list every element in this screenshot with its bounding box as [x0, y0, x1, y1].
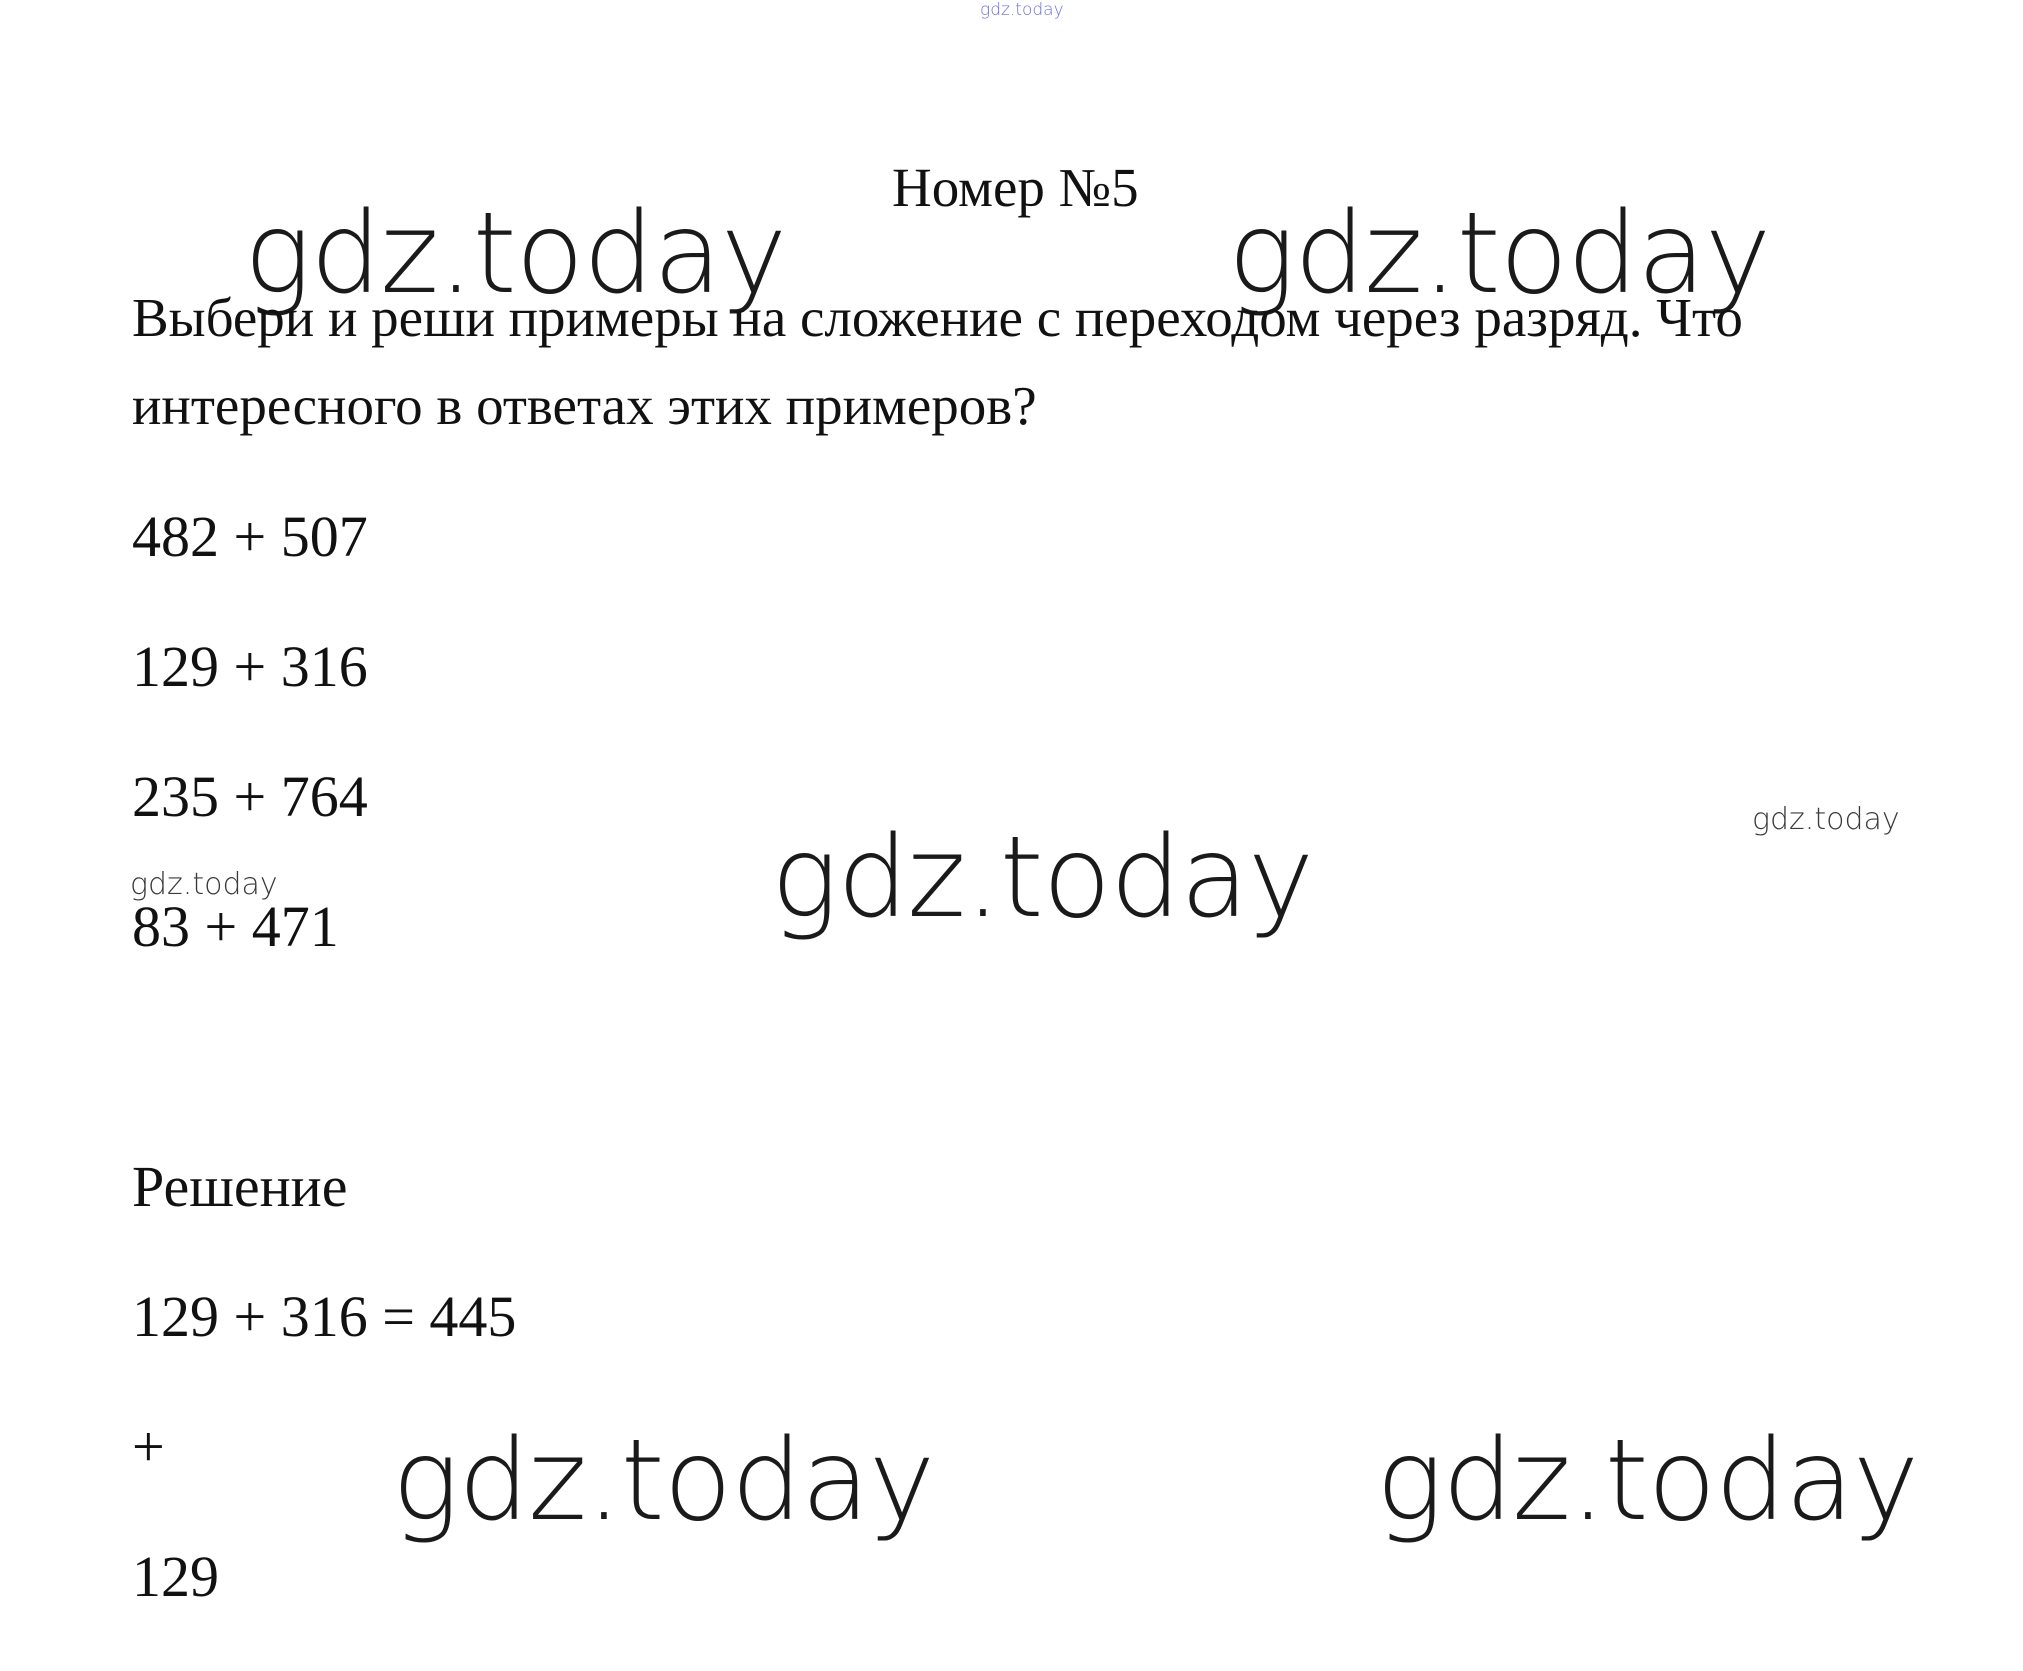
watermark: gdz.today: [244, 189, 787, 319]
example-4: 83 + 471: [132, 894, 339, 959]
watermark: gdz.today: [392, 1416, 935, 1546]
page-title: Номер №5: [892, 157, 1139, 218]
watermark: gdz.today: [771, 813, 1314, 943]
solution-line-1: 129 + 316 = 445: [132, 1284, 517, 1349]
example-2: 129 + 316: [132, 634, 368, 699]
example-1: 482 + 507: [132, 504, 368, 569]
watermark: gdz.today: [130, 867, 278, 902]
task-text-line-2: интересного в ответах этих примеров?: [132, 375, 1037, 436]
solution-line-3: 129: [132, 1544, 219, 1609]
solution-heading: Решение: [132, 1154, 348, 1219]
watermark: gdz.today: [1228, 189, 1771, 319]
watermark-top: gdz.today: [980, 0, 1064, 20]
watermark: gdz.today: [1752, 802, 1900, 837]
solution-line-2: +: [132, 1414, 165, 1479]
task-text-line-1: Выбери и реши примеры на сложение с переходом через разряд. Что: [132, 287, 1743, 348]
example-3: 235 + 764: [132, 764, 368, 829]
watermark: gdz.today: [1376, 1416, 1919, 1546]
